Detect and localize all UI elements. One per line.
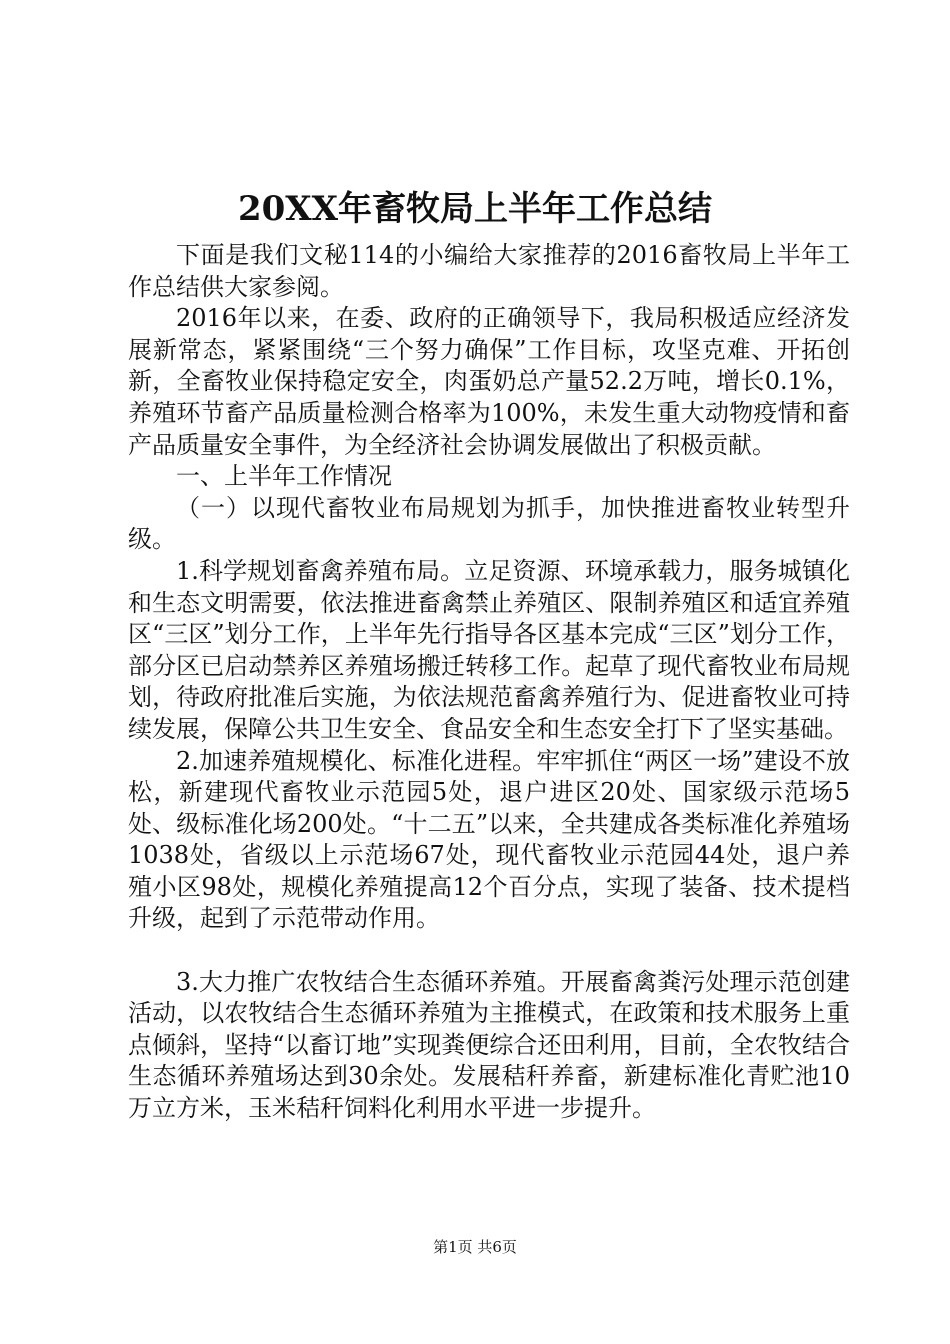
document-title: 20XX年畜牧局上半年工作总结 [237, 189, 713, 229]
paragraph-overview: 2016年以来，在委、政府的正确领导下，我局积极适应经济发展新常态，紧紧围绕“三个努力确保”工作目标，攻坚克难、开拓创新，全畜牧业保持稳定安全，肉蛋奶总产量52.2万吨，增长0.1%，养殖环节畜产品质量检测合格率为100%，未发生重大动物疫情和畜产品质量安全事件，为全经济社会协调发展做出了积极贡献。 [128, 304, 850, 459]
document-body [128, 240, 850, 1125]
paragraph-item-3: 3.大力推广农牧结合生态循环养殖。开展畜禽粪污处理示范创建活动，以农牧结合生态循环养殖为主推模式，在政策和技术服务上重点倾斜，坚持“以畜订地”实现粪便综合还田利用，目前，全农牧结合生态循环养殖场达到30余处。发展秸秆养畜，新建标准化青贮池10万立方米，玉米秸秆饲料化利用水平进一步提升。 [128, 967, 850, 1123]
paragraph-spacer [128, 935, 850, 967]
subsection-heading: （一）以现代畜牧业布局规划为抓手，加快推进畜牧业转型升级。 [128, 493, 850, 554]
page-number: 第1页 共6页 [433, 1238, 517, 1256]
paragraph-item-1: 1.科学规划畜禽养殖布局。立足资源、环境承载力，服务城镇化和生态文明需要，依法推进畜禽禁止养殖区、限制养殖区和适宜养殖区“三区”划分工作，上半年先行指导各区基本完成“三区”划分工作，部分区已启动禁养区养殖场搬迁转移工作。起草了现代畜牧业布局规划，待政府批准后实施，为依法规范畜禽养殖行为、促进畜牧业可持续发展，保障公共卫生安全、食品安全和生态安全打下了坚实基础。 [128, 556, 850, 743]
paragraph-item-2: 2.加速养殖规模化、标准化进程。牢牢抓住“两区一场”建设不放松，新建现代畜牧业示范园5处，退户进区20处、国家级示范场5处、级标准化场200处。“十二五”以来，全共建成各类标准化养殖场1038处，省级以上示范场67处，现代畜牧业示范园44处，退户养殖小区98处，规模化养殖提高12个百分点，实现了装备、技术提档升级，起到了示范带动作用。 [128, 746, 850, 933]
paragraph-intro: 下面是我们文秘114的小编给大家推荐的2016畜牧局上半年工作总结供大家参阅。 [128, 241, 850, 301]
section-heading: 一、上半年工作情况 [176, 462, 392, 491]
